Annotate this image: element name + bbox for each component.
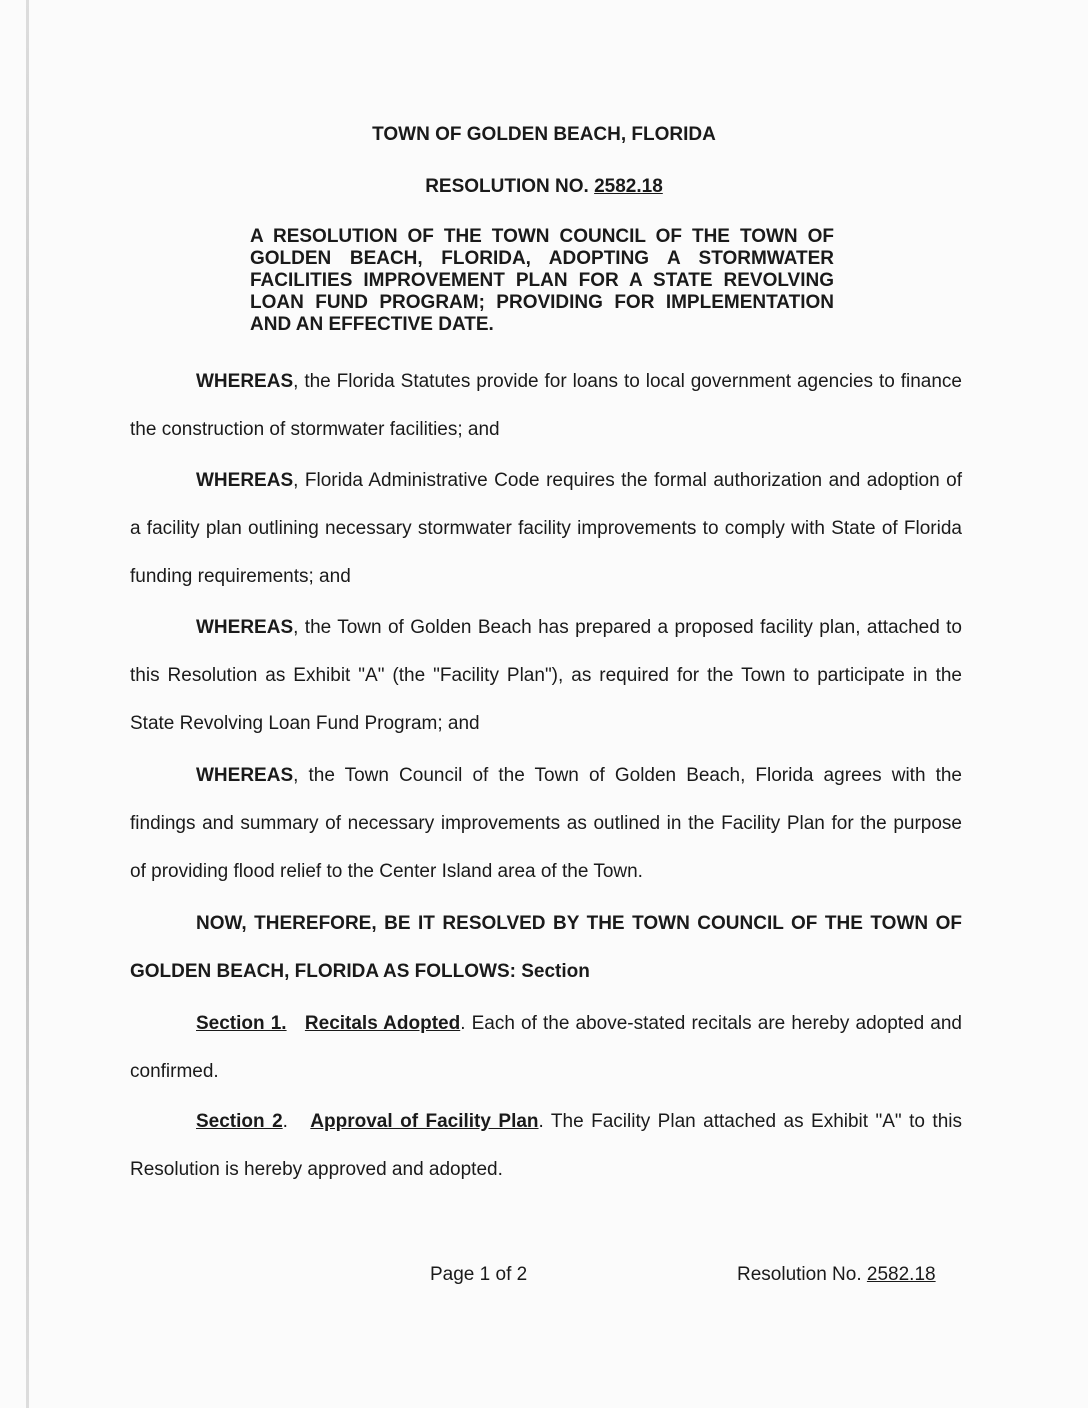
- resolved-clause: NOW, THEREFORE, BE IT RESOLVED BY THE TOWN COUNCIL OF THE TOWN OF GOLDEN BEACH, FLORIDA AS FOLLOWS: Section: [130, 913, 962, 982]
- resolution-caption: A RESOLUTION OF THE TOWN COUNCIL OF THE TOWN OF GOLDEN BEACH, FLORIDA, ADOPTING A STORMWATER FACILITIES IMPROVEMENT PLAN FOR A STATE REVOLVING LOAN FUND PROGRAM; PROVIDING FOR IMPLEMENTATION AND AN EFFECTIVE DATE.: [250, 226, 834, 335]
- whereas-4: WHEREAS, the Town Council of the Town of Golden Beach, Florida agrees with the findings and summary of necessary improvements as outlined in the Facility Plan for the purpose of providing flood relief to the Center Island area of the Town.: [130, 765, 962, 882]
- whereas-3: WHEREAS, the Town of Golden Beach has prepared a proposed facility plan, attached to this Resolution as Exhibit "A" (the "Facility Plan"), as required for the Town to participate in the State Revolving Loan Fund Program; and: [130, 617, 962, 734]
- whereas-2: WHEREAS, Florida Administrative Code requires the formal authorization and adoption of a facility plan outlining necessary stormwater facility improvements to comply with State of Florida funding requirements; and: [130, 470, 962, 587]
- whereas-1: WHEREAS, the Florida Statutes provide for loans to local government agencies to finance the construction of stormwater facilities; and: [130, 371, 962, 440]
- scan-edge: [26, 0, 29, 1408]
- town-heading: TOWN OF GOLDEN BEACH, FLORIDA: [372, 124, 716, 145]
- footer-resolution: Resolution No. 2582.18: [737, 1264, 936, 1285]
- section-1: Section 1. Recitals Adopted. Each of the above-stated recitals are hereby adopted and confirmed.: [130, 1013, 963, 1082]
- section-2: Section 2. Approval of Facility Plan. The Facility Plan attached as Exhibit "A" to this Resolution is hereby approved and adopted.: [130, 1111, 962, 1180]
- resolution-title: RESOLUTION NO. 2582.18: [425, 176, 663, 197]
- page-number: Page 1 of 2: [430, 1264, 528, 1285]
